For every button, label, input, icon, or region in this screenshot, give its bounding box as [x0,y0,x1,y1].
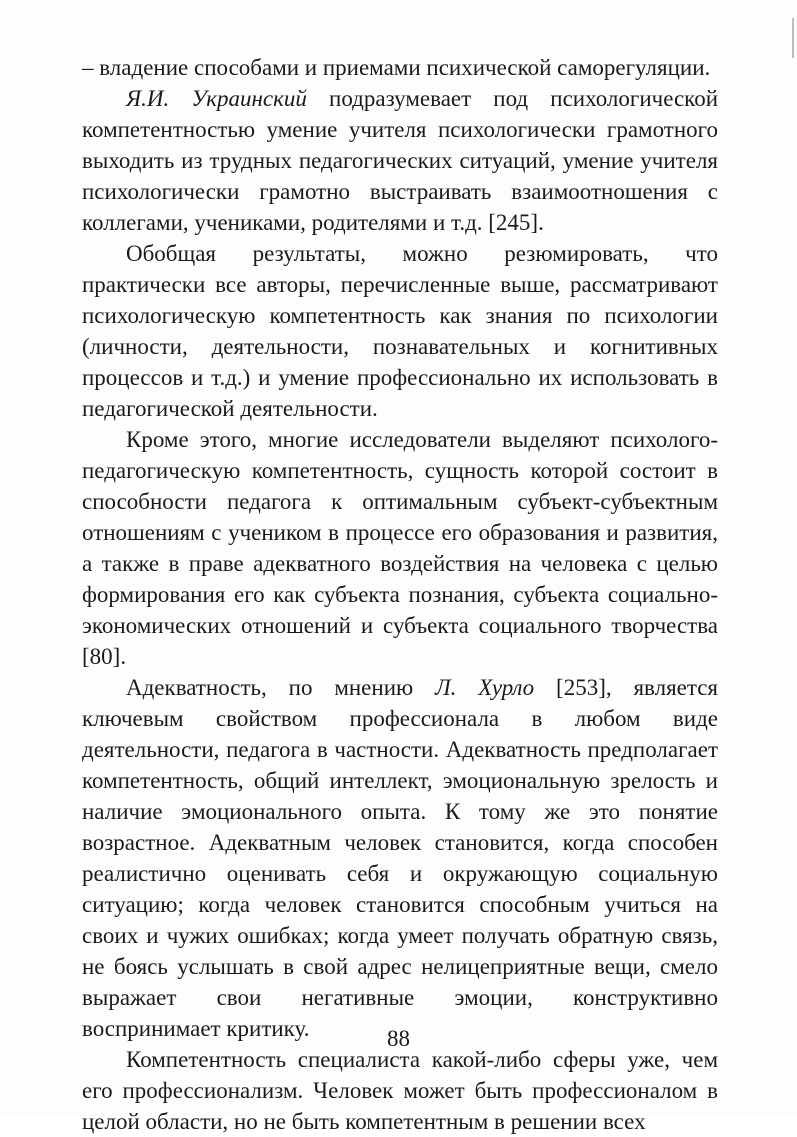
page-number: 88 [387,1026,410,1051]
paragraph-psych-ped-competence [82,424,718,672]
scan-edge-mark [792,18,794,58]
paragraph-text: – владение способами и приемами психической саморегуляции. [82,55,711,80]
paragraph-text: Обобщая результаты, можно резюмировать, что практически все авторы, перечисленные выше, рассматривают психологическую компетентность как знания по психологии (личности, деятельности, познавательных и когнитивных процессов и т.д.) и умение профессионально их использовать в педагогической деятельности. [82,241,718,421]
paragraph-competence-vs-professionalism [82,1044,718,1137]
paragraph-text: Компетентность специалиста какой-либо сферы уже, чем его профессионализм. Человек может быть профессионалом в целой области, но не быть компетентным в решении всех [82,1047,718,1134]
author-name: Я.И. Украинский [126,86,307,111]
body-text [82,52,718,1137]
paragraph-summary [82,238,718,424]
paragraph-text: подразумевает под психологической компетентностью умение учителя психологически грамотного выходить из трудных педагогических ситуаций, умение учителя психологически грамотно выстраивать взаимоотношения с коллегами, учениками, родителями и т.д. [245]. [82,86,718,235]
paragraph-self-regulation [82,52,718,83]
paragraph-ukrainsky [82,83,718,238]
paragraph-text: [253], является ключевым свойством профессионала в любом виде деятельности, педагога в частности. Адекватность предполагает компетентность, общий интеллект, эмоциональную зрелость и наличие эмоционального опыта. К тому же это понятие возрастное. Адекватным человек становится, когда способен реалистично оценивать себя и окружающую социальную ситуацию; когда человек становится способным учиться на своих и чужих ошибках; когда умеет получать обратную связь, не боясь услышать в свой адрес нелицеприятные вещи, смело выражает свои негативные эмоции, конструктивно воспринимает критику. [82,675,718,1041]
paragraph-text: Адекватность, по мнению [126,675,436,700]
paragraph-text: Кроме этого, многие исследователи выделяют психолого-педагогическую компетентность, сущность которой состоит в способности педагога к оптимальным субъект-субъектным отношениям с учеником в процессе его образования и развития, а также в праве адекватного воздействия на человека с целью формирования его как субъекта познания, субъекта социально-экономических отношений и субъекта социального творчества [80]. [82,427,718,669]
author-name: Л. Хурло [435,675,535,700]
paragraph-adequacy [82,672,718,1044]
